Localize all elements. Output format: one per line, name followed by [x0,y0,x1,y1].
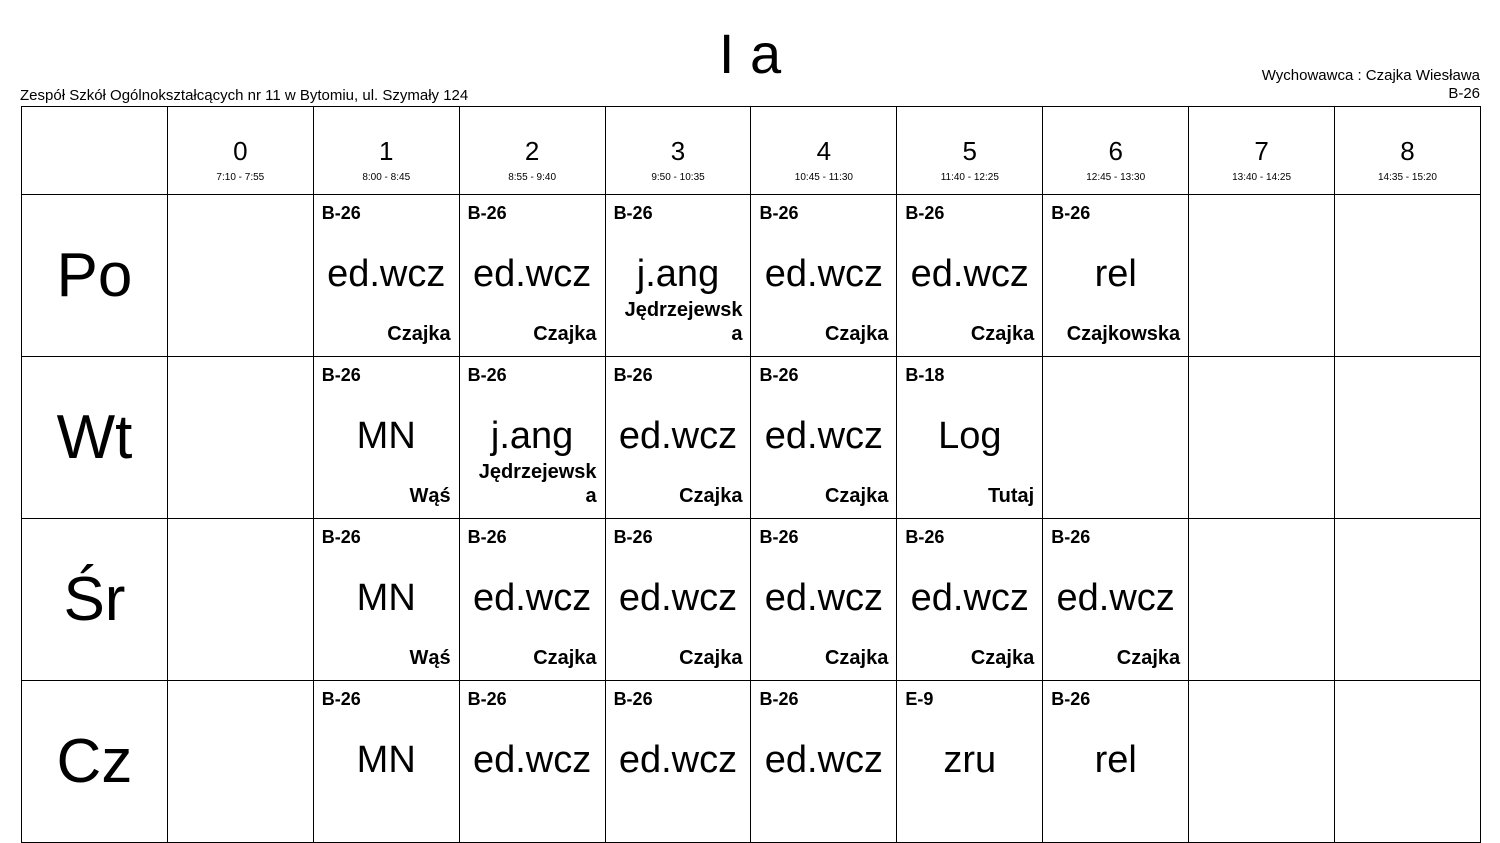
period-time: 9:50 - 10:35 [651,172,705,183]
period-time: 7:10 - 7:55 [216,172,265,183]
lesson-cell [459,519,605,681]
period-number: 0 [233,136,248,166]
lesson-subject: rel [1094,253,1137,295]
period-number: 8 [1400,136,1415,166]
period-time: 12:45 - 13:30 [1086,172,1146,183]
lesson-subject: j.ang [636,253,720,295]
lesson-room: B-26 [321,689,361,709]
day-label: Śr [22,519,168,681]
lesson [460,519,605,680]
lesson-cell [897,195,1043,357]
lesson-cell [167,681,313,843]
lesson-room: B-26 [613,203,653,223]
lesson-teacher: Czajka [679,485,743,507]
lesson-cell [167,519,313,681]
lesson-room: B-18 [905,365,945,385]
period-time: 8:00 - 8:45 [362,172,411,183]
lesson-subject: ed.wcz [472,739,592,781]
lesson-teacher: Czajka [824,647,889,669]
lesson-cell [313,357,459,519]
lesson-cell [1043,357,1189,519]
lesson [1043,195,1188,356]
lesson-subject: ed.wcz [764,253,884,295]
day-row [22,519,1481,681]
period-header [1043,107,1189,195]
lesson-cell [1189,357,1335,519]
lesson-subject: ed.wcz [618,577,738,619]
lesson-cell [1189,519,1335,681]
lesson [314,195,459,356]
lesson-cell [313,681,459,843]
lesson-subject: ed.wcz [618,739,738,781]
lesson-room: B-26 [759,689,799,709]
lesson-room: B-26 [613,365,653,385]
period-time: 11:40 - 12:25 [940,172,999,183]
lesson-cell [897,519,1043,681]
lesson [1043,519,1188,680]
lesson [1043,681,1188,842]
lesson-teacher: Jędrzejewska [624,299,743,345]
period-number: 1 [378,136,394,166]
lesson-subject: ed.wcz [910,253,1029,295]
lesson-cell [1335,357,1481,519]
lesson-subject: Log [938,415,1002,457]
lesson-teacher: Czajka [970,647,1035,669]
lesson-room: E-9 [905,689,934,709]
lesson-cell [459,357,605,519]
lesson [751,519,896,680]
lesson-cell [897,357,1043,519]
lesson-teacher: Czajkowska [1066,323,1181,345]
lesson-cell [1335,519,1481,681]
lesson [606,681,751,842]
lesson-cell [313,195,459,357]
corner-cell [22,107,168,195]
lesson-room: B-26 [321,527,361,547]
lesson-subject: ed.wcz [910,577,1029,619]
lesson-subject: zru [943,739,997,781]
lesson-room: B-26 [321,365,361,385]
lesson [606,195,751,356]
period-header [459,107,605,195]
period-number: 4 [816,136,832,166]
period-header-row [22,107,1481,195]
lesson-cell [167,195,313,357]
lesson-subject: MN [356,739,416,781]
day-row [22,357,1481,519]
day-label: Cz [22,681,168,843]
lesson [751,681,896,842]
lesson-subject: MN [356,415,416,457]
lesson-cell [751,681,897,843]
period-header [167,107,313,195]
lesson-room: B-26 [759,527,799,547]
lesson-subject: ed.wcz [472,253,592,295]
lesson [314,357,459,518]
lesson-cell [313,519,459,681]
lesson-teacher: Wąś [409,647,451,669]
lesson [606,357,751,518]
homeroom-info [1262,67,1480,103]
lesson-cell [605,681,751,843]
lesson [751,357,896,518]
period-header [605,107,751,195]
lesson-room: B-26 [467,365,507,385]
lesson-cell [751,519,897,681]
lesson-teacher: Czajka [970,323,1035,345]
lesson-subject: ed.wcz [327,253,446,295]
period-header [897,107,1043,195]
lesson-subject: ed.wcz [1056,577,1175,619]
lesson-teacher: Tutaj [987,485,1035,507]
lesson-teacher: Czajka [824,323,889,345]
lesson-room: B-26 [1051,203,1091,223]
school-name: Zespół Szkół Ogólnokształcących nr 11 w Bytomiu, ul. Szymały 124 [20,87,469,104]
lesson-room: B-26 [467,527,507,547]
day-row [22,681,1481,843]
lesson-room: B-26 [1051,689,1091,709]
lesson-cell [1043,519,1189,681]
lesson-subject: ed.wcz [764,415,884,457]
lesson [460,357,605,518]
lesson-cell [1043,195,1189,357]
lesson-cell [459,195,605,357]
day-label: Wt [22,357,168,519]
lesson [897,357,1042,518]
period-number: 3 [670,136,686,166]
lesson-cell [751,195,897,357]
lesson [751,195,896,356]
period-time: 13:40 - 14:25 [1232,172,1292,183]
lesson [897,195,1042,356]
lesson-room: B-26 [467,689,507,709]
period-header [1189,107,1335,195]
timetable [21,106,1481,843]
lesson-room: B-26 [905,203,945,223]
lesson [314,519,459,680]
period-number: 6 [1108,136,1123,166]
lesson-cell [605,519,751,681]
lesson-teacher: Czajka [533,647,597,669]
lesson-cell [167,357,313,519]
period-time: 14:35 - 15:20 [1377,172,1437,183]
lesson-teacher: Wąś [409,485,451,507]
lesson-cell [1335,681,1481,843]
period-header [313,107,459,195]
period-number: 5 [962,136,978,166]
day-label: Po [22,195,168,357]
lesson-room: B-26 [759,203,799,223]
lesson-subject: ed.wcz [472,577,592,619]
lesson [897,519,1042,680]
lesson-teacher: Jędrzejewska [478,461,597,507]
lesson [314,681,459,842]
lesson-room: B-26 [613,689,653,709]
lesson [460,681,605,842]
lesson-subject: ed.wcz [618,415,738,457]
lesson-cell [459,681,605,843]
lesson-room: B-26 [467,203,507,223]
lesson-cell [897,681,1043,843]
lesson-cell [1189,195,1335,357]
lesson-teacher: Czajka [1116,647,1181,669]
day-row [22,195,1481,357]
lesson-subject: MN [356,577,416,619]
lesson-cell [1043,681,1189,843]
lesson-teacher: Czajka [824,485,889,507]
period-header [1335,107,1481,195]
period-number: 7 [1254,136,1269,166]
lesson [460,195,605,356]
lesson-room: B-26 [759,365,799,385]
lesson-room: B-26 [905,527,945,547]
lesson-teacher: Czajka [387,323,451,345]
period-number: 2 [524,136,540,166]
lesson-subject: rel [1094,739,1137,781]
lesson-cell [1189,681,1335,843]
lesson-cell [605,357,751,519]
homeroom-room: B-26 [1448,85,1480,102]
lesson-cell [605,195,751,357]
lesson-room: B-26 [613,527,653,547]
lesson [606,519,751,680]
lesson-subject: j.ang [490,415,574,457]
lesson-teacher: Czajka [679,647,743,669]
period-time: 10:45 - 11:30 [794,172,853,183]
lesson-subject: ed.wcz [764,577,884,619]
class-title: I a [718,22,782,85]
lesson-room: B-26 [321,203,361,223]
homeroom-teacher: Wychowawca : Czajka Wiesława [1261,67,1480,84]
lesson-subject: ed.wcz [764,739,884,781]
lesson [897,681,1042,842]
lesson-cell [1335,195,1481,357]
lesson-cell [751,357,897,519]
period-time: 8:55 - 9:40 [508,172,557,183]
period-header [751,107,897,195]
lesson-room: B-26 [1051,527,1091,547]
lesson-teacher: Czajka [533,323,597,345]
